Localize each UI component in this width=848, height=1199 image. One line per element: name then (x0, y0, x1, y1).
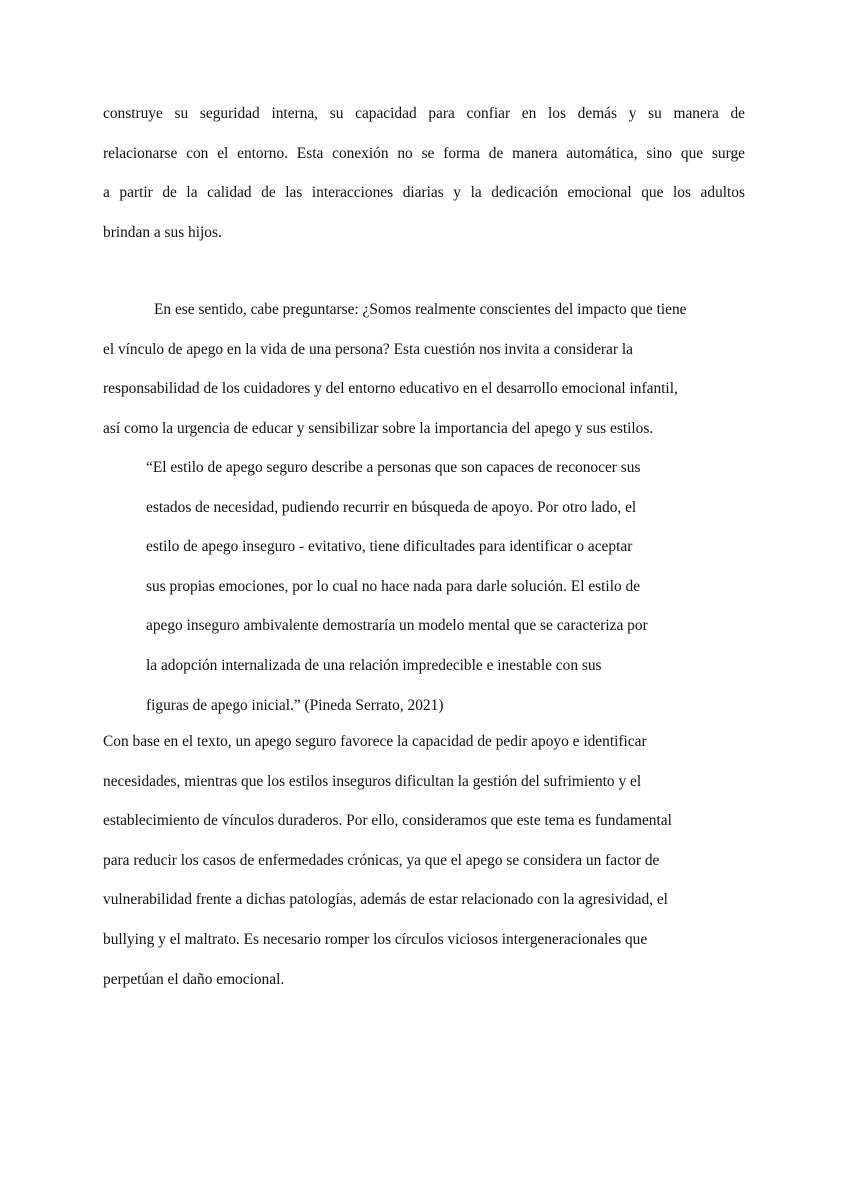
paragraph-line: a partir de la calidad de las interacciones diarias y la dedicación emocional que los adultos (103, 184, 745, 202)
quote-line: estados de necesidad, pudiendo recurrir en búsqueda de apoyo. Por otro lado, el (146, 498, 637, 516)
paragraph-line: En ese sentido, cabe preguntarse: ¿Somos realmente conscientes del impacto que tiene (154, 301, 687, 318)
quote-line: “El estilo de apego seguro describe a personas que son capaces de reconocer sus (146, 459, 641, 476)
quote-line: sus propias emociones, por lo cual no hace nada para darle solución. El estilo de (146, 577, 641, 595)
paragraph-3 (103, 722, 745, 999)
paragraph-1 (103, 94, 745, 252)
paragraph-2 (103, 290, 745, 448)
paragraph-line: Con base en el texto, un apego seguro favorece la capacidad de pedir apoyo e identificar (103, 733, 647, 750)
paragraph-line: establecimiento de vínculos duraderos. Por ello, consideramos que este tema es fundamental (103, 812, 672, 830)
paragraph-line: bullying y el maltrato. Es necesario romper los círculos viciosos intergeneracionales que (103, 930, 648, 948)
paragraph-line: construye su seguridad interna, su capacidad para confiar en los demás y su manera de (103, 105, 745, 122)
paragraph-line: para reducir los casos de enfermedades crónicas, ya que el apego se considera un factor de (103, 851, 660, 869)
quote-line: figuras de apego inicial.” (Pineda Serrato, 2021) (146, 696, 444, 714)
paragraph-line: el vínculo de apego en la vida de una persona? Esta cuestión nos invita a considerar la (103, 340, 633, 358)
paragraph-line: relacionarse con el entorno. Esta conexión no se forma de manera automática, sino que surge (103, 144, 745, 162)
paragraph-line: perpetúan el daño emocional. (103, 970, 285, 988)
paragraph-line: brindan a sus hijos. (103, 223, 222, 241)
paragraph-line: responsabilidad de los cuidadores y del entorno educativo en el desarrollo emocional infantil, (103, 380, 678, 398)
paragraph-line: vulnerabilidad frente a dichas patologías, además de estar relacionado con la agresividad, el (103, 891, 668, 909)
paragraph-line: así como la urgencia de educar y sensibilizar sobre la importancia del apego y sus estilos. (103, 419, 654, 437)
quote-line: la adopción internalizada de una relación impredecible e inestable con sus (146, 656, 602, 674)
block-quote (146, 448, 746, 725)
quote-line: apego inseguro ambivalente demostraría un modelo mental que se caracteriza por (146, 617, 648, 635)
paragraph-line: necesidades, mientras que los estilos inseguros dificultan la gestión del sufrimiento y el (103, 772, 642, 790)
quote-line: estilo de apego inseguro - evitativo, tiene dificultades para identificar o aceptar (146, 538, 633, 556)
